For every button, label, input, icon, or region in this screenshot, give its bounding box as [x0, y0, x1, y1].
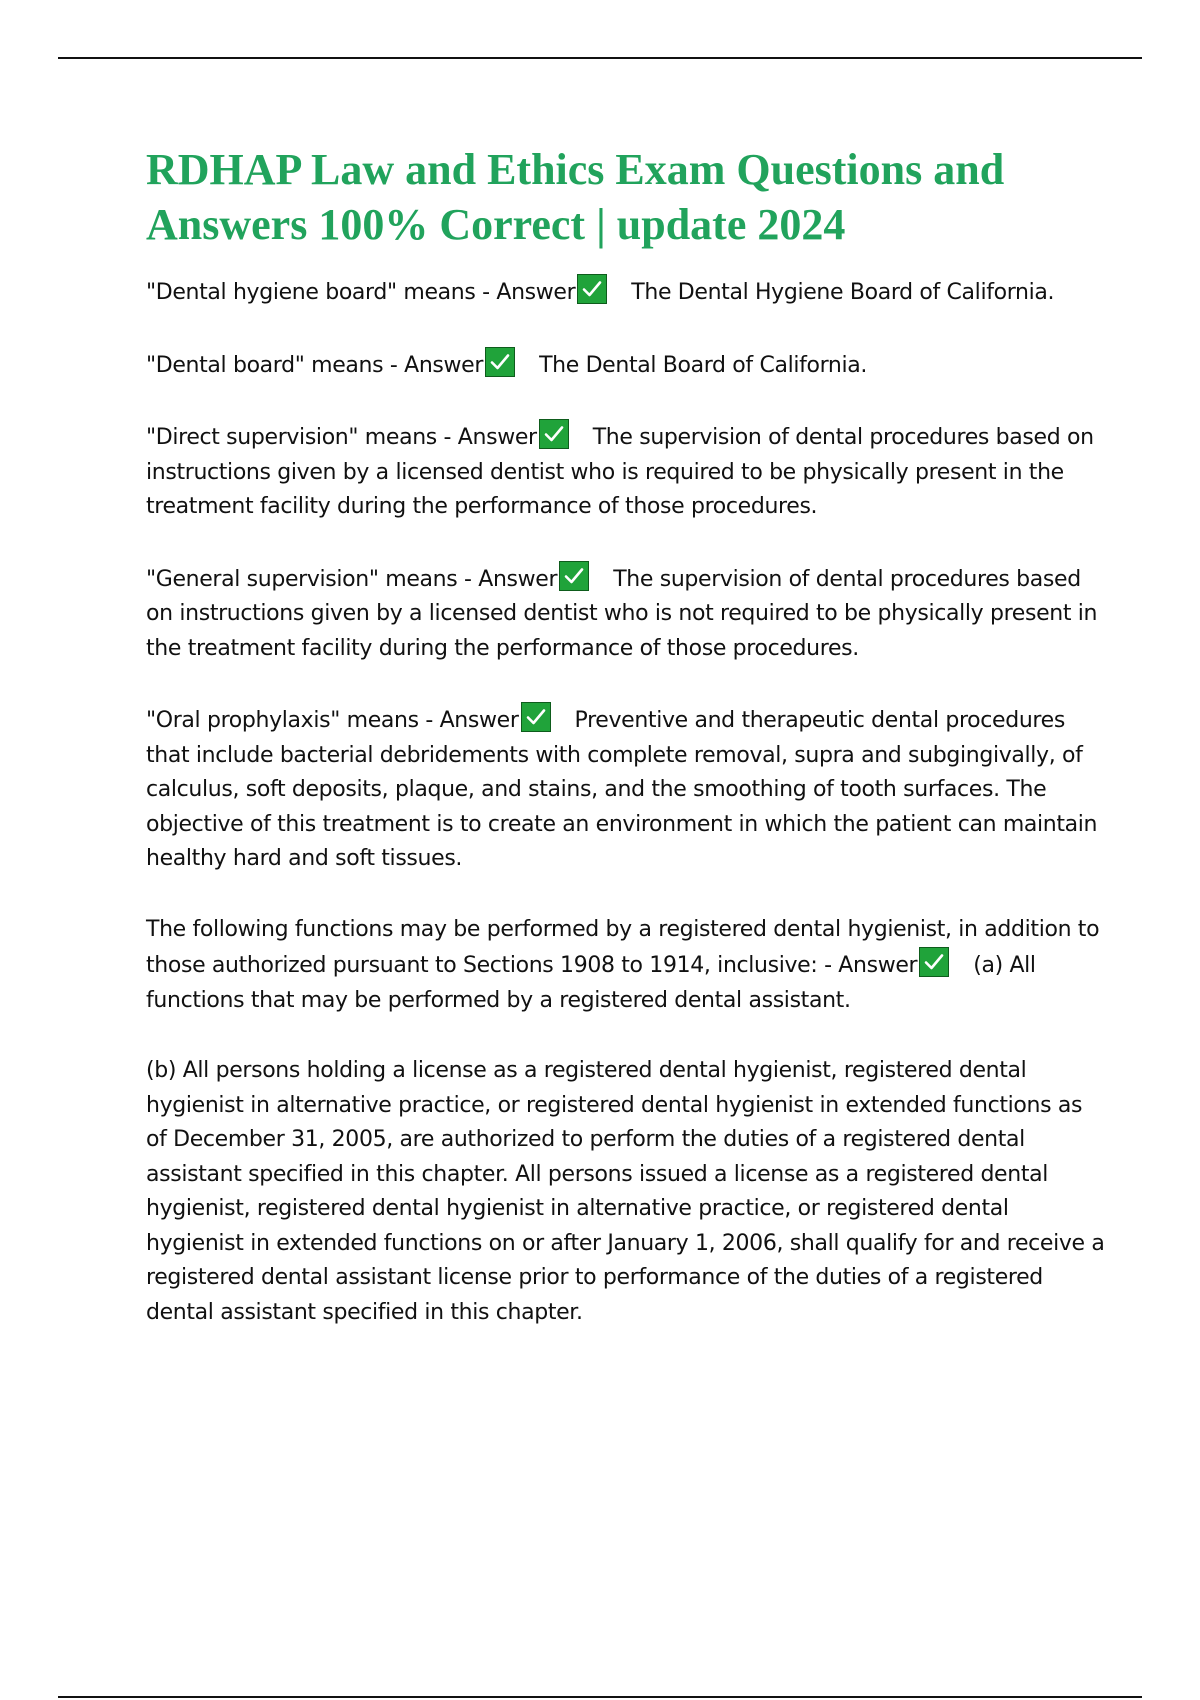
checkmark-icon	[485, 347, 515, 377]
question-text: "Dental board" means - Answer	[146, 352, 484, 378]
page-title: RDHAP Law and Ethics Exam Questions and Answers 100% Correct | update 2024	[146, 145, 1005, 249]
qa-entry	[146, 419, 1106, 525]
question-text: The following functions may be performed by a registered dental hygienist, in addition to those authorized pursuant to Sections 1908 to 1914, inclusive: - Answer	[146, 916, 1100, 978]
qa-entry	[146, 913, 1106, 1019]
qa-entry	[146, 347, 1106, 384]
question-text: "General supervision" means - Answer	[146, 566, 558, 592]
question-text: "Direct supervision" means - Answer	[146, 425, 537, 450]
continuation-paragraph: (b) All persons holding a license as a registered dental hygienist, registered dental hygienist in alternative practice, or registered dental hygienist in extended functions as of December 31, 2005, are authorized to perform the duties of a registered dental assistant specified in this chapter. All persons issued a license as a registered dental hygienist, registered dental hygienist in alternative practice, or registered dental hygienist in extended functions on or after January 1, 2006, shall qualify for and receive a registered dental assistant license prior to performance of the duties of a registered dental assistant specified in this chapter.	[146, 1058, 1105, 1325]
question-text: "Oral prophylaxis" means - Answer	[146, 708, 519, 733]
qa-entry	[146, 702, 1106, 877]
document-body	[146, 142, 1106, 1366]
checkmark-icon	[521, 702, 551, 732]
answer-text: The Dental Hygiene Board of California.	[631, 280, 1055, 305]
answer-text: (a) All functions that may be performed by a registered dental assistant.	[146, 953, 1036, 1013]
qa-entry	[146, 274, 1106, 311]
qa-entry	[146, 561, 1106, 667]
question-text: "Dental hygiene board" means - Answer	[146, 280, 576, 305]
answer-text: The supervision of dental procedures based on instructions given by a licensed dentist who is required to be physically present in the treatment facility during the performance of those procedures.	[146, 425, 1094, 519]
checkmark-icon	[577, 274, 607, 304]
answer-text: The supervision of dental procedures based on instructions given by a licensed dentist who is not required to be physically present in the treatment facility during the performance of those procedures.	[146, 566, 1098, 661]
checkmark-icon	[539, 419, 569, 449]
bottom-rule	[58, 1696, 1142, 1698]
answer-text: Preventive and therapeutic dental procedures that include bacterial debridements with complete removal, supra and subgingivally, of calculus, soft deposits, plaque, and stains, and the smoothing of tooth surfaces. The objective of this treatment is to create an environment in which the patient can maintain healthy hard and soft tissues.	[146, 708, 1098, 871]
top-rule	[58, 57, 1142, 59]
checkmark-icon	[559, 561, 589, 591]
answer-text: The Dental Board of California.	[539, 352, 868, 378]
checkmark-icon	[919, 947, 949, 977]
